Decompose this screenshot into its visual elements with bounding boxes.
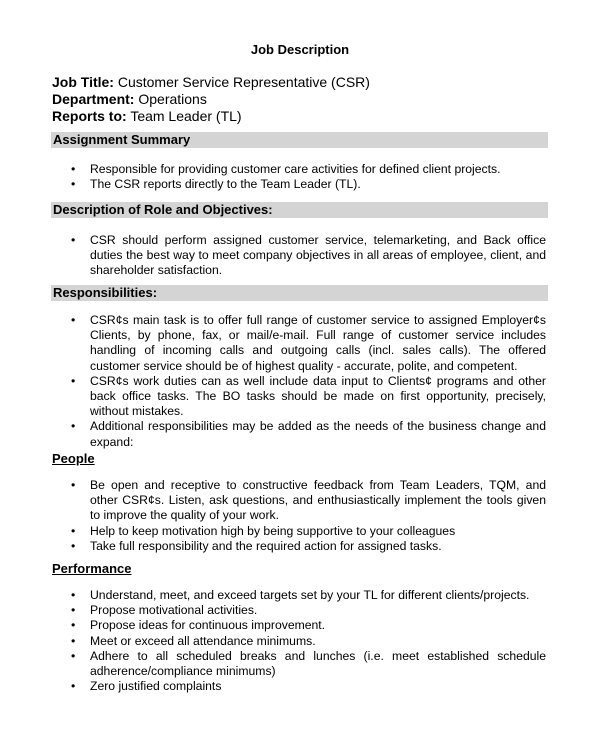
document-title: Job Description bbox=[250, 42, 350, 57]
list-item: • Understand, meet, and exceed targets set by your TL for different clients/projects. bbox=[52, 588, 546, 603]
department-row bbox=[52, 91, 370, 108]
assignment-summary-list bbox=[52, 162, 546, 192]
list-item: • Adhere to all scheduled breaks and lunches (i.e. meet established schedule adherence/compliance minimums) bbox=[52, 649, 546, 679]
job-title-row bbox=[52, 74, 370, 91]
job-meta bbox=[52, 74, 370, 125]
list-item: • Additional responsibilities may be added as the needs of the business change and expand: bbox=[52, 419, 546, 449]
role-objectives-list bbox=[52, 233, 546, 279]
reports-to-value: Team Leader (TL) bbox=[130, 108, 242, 124]
people-list bbox=[52, 478, 546, 554]
list-item: • Take full responsibility and the required action for assigned tasks. bbox=[52, 539, 546, 554]
list-item: • CSR¢s work duties can as well include data input to Clients¢ programs and other back office tasks. The BO tasks should be made on first opportunity, precisely, without mistakes. bbox=[52, 374, 546, 420]
list-item: • Propose ideas for continuous improvement. bbox=[52, 618, 546, 633]
responsibilities-list bbox=[52, 313, 546, 450]
reports-to-label: Reports to: bbox=[52, 108, 127, 124]
list-item: • CSR should perform assigned customer service, telemarketing, and Back office duties the best way to meet company objectives in all areas of employee, client, and shareholder satisfaction. bbox=[52, 233, 546, 279]
job-title-label: Job Title: bbox=[52, 74, 114, 90]
performance-heading: Performance bbox=[52, 561, 132, 576]
department-value: Operations bbox=[138, 91, 207, 107]
list-item: • Zero justified complaints bbox=[52, 679, 546, 694]
list-item: • Propose motivational activities. bbox=[52, 603, 546, 618]
list-item: • The CSR reports directly to the Team Leader (TL). bbox=[52, 177, 546, 192]
job-title-value: Customer Service Representative (CSR) bbox=[117, 74, 370, 90]
list-item: • Meet or exceed all attendance minimums. bbox=[52, 634, 546, 649]
role-objectives-heading: Description of Role and Objectives: bbox=[51, 202, 548, 218]
list-item: • CSR¢s main task is to offer full range of customer service to assigned Employer¢s Clients, by phone, fax, or mail/e-mail. Full range of customer service includes handling of incoming calls and outgoing calls (incl. sales calls). The offered customer service should be of highest quality - accurate, polite, and competent. bbox=[52, 313, 546, 374]
responsibilities-heading: Responsibilities: bbox=[51, 285, 548, 301]
list-item: • Responsible for providing customer care activities for defined client projects. bbox=[52, 162, 546, 177]
people-heading: People bbox=[52, 451, 95, 466]
department-label: Department: bbox=[52, 91, 135, 107]
reports-to-row bbox=[52, 108, 370, 125]
list-item: • Help to keep motivation high by being supportive to your colleagues bbox=[52, 524, 546, 539]
list-item: • Be open and receptive to constructive feedback from Team Leaders, TQM, and other CSR¢s. Listen, ask questions, and enthusiastically implement the tools given to improve the quality of your work. bbox=[52, 478, 546, 524]
performance-list bbox=[52, 588, 546, 694]
assignment-summary-heading: Assignment Summary bbox=[51, 132, 548, 148]
